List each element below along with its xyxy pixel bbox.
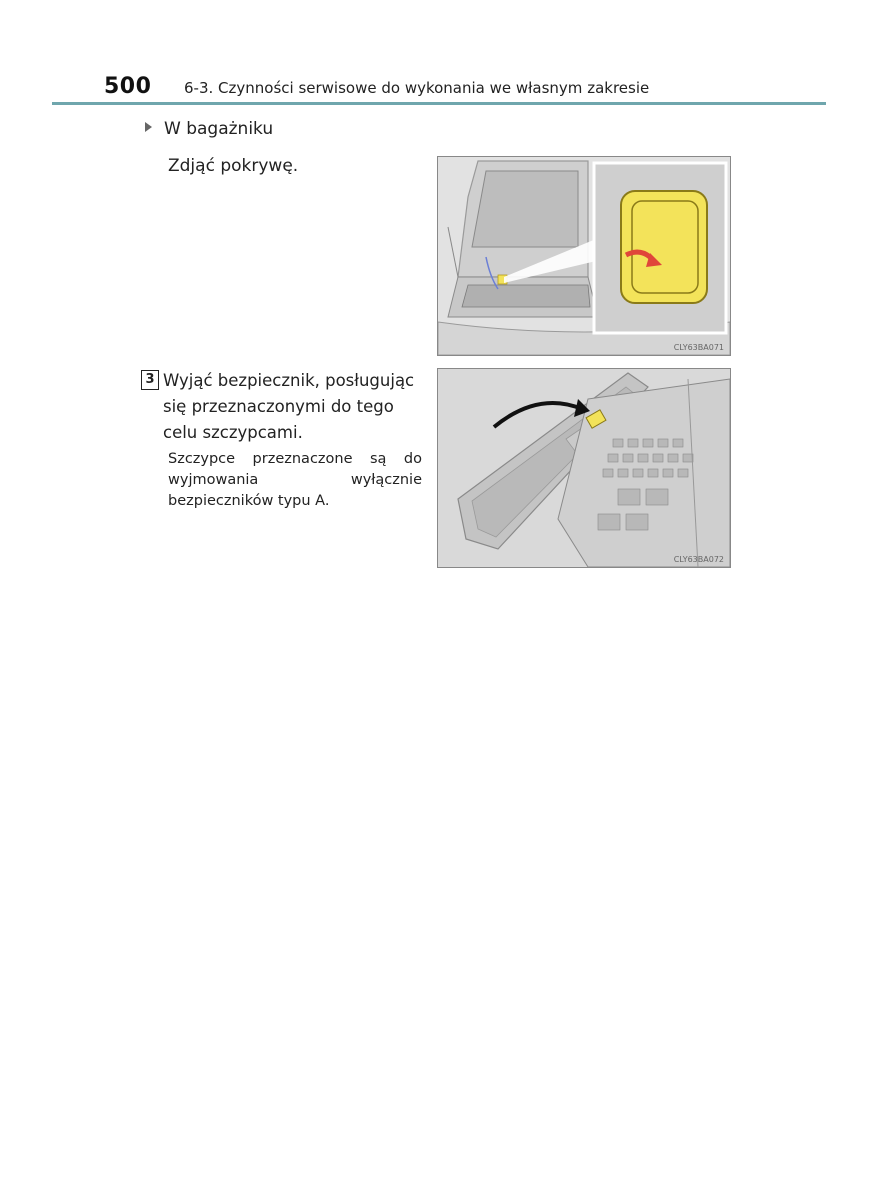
figure-trunk-cover: [437, 156, 731, 356]
figure-fuse-puller: [437, 368, 731, 568]
header-rule: [52, 102, 826, 105]
step-3: [141, 368, 426, 442]
trunk-illustration: [438, 157, 730, 355]
instruction-text: Zdjąć pokrywę.: [168, 156, 299, 176]
bullet-heading: [145, 119, 273, 139]
fusebox-illustration: [438, 369, 730, 567]
step-text: Wyjąć bezpiecznik, posługując się przeznaczonymi do tego celu szczypcami.: [163, 371, 415, 442]
page-number: 500: [104, 74, 152, 99]
section-title: 6-3. Czynności serwisowe do wykonania we własnym zakresie: [184, 79, 650, 97]
bullet-triangle-icon: [145, 122, 152, 132]
step-note: Szczypce przeznaczone są do wyjmowania wyłącznie bezpieczników typu A.: [168, 451, 422, 509]
figure-code: CLY63BA071: [673, 343, 724, 352]
step-number-badge: 3: [141, 370, 159, 390]
page-header: [104, 74, 826, 102]
figure-code: CLY63BA072: [673, 555, 724, 564]
bullet-text: W bagażniku: [164, 119, 274, 139]
